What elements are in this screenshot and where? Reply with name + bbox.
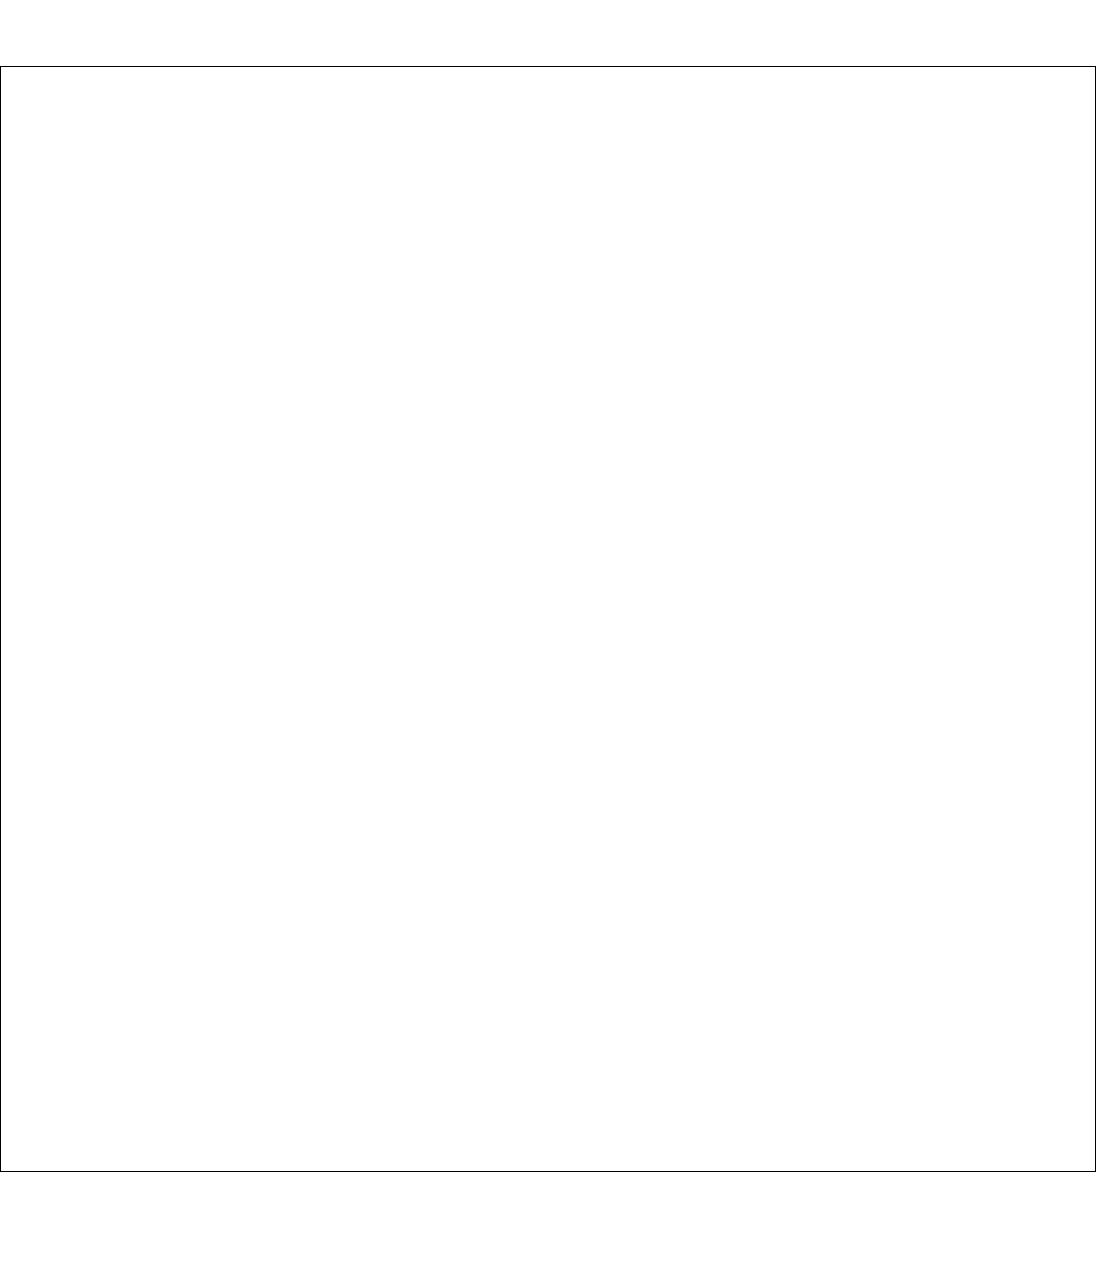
price-table bbox=[0, 66, 1096, 1172]
page-title bbox=[0, 0, 1096, 46]
